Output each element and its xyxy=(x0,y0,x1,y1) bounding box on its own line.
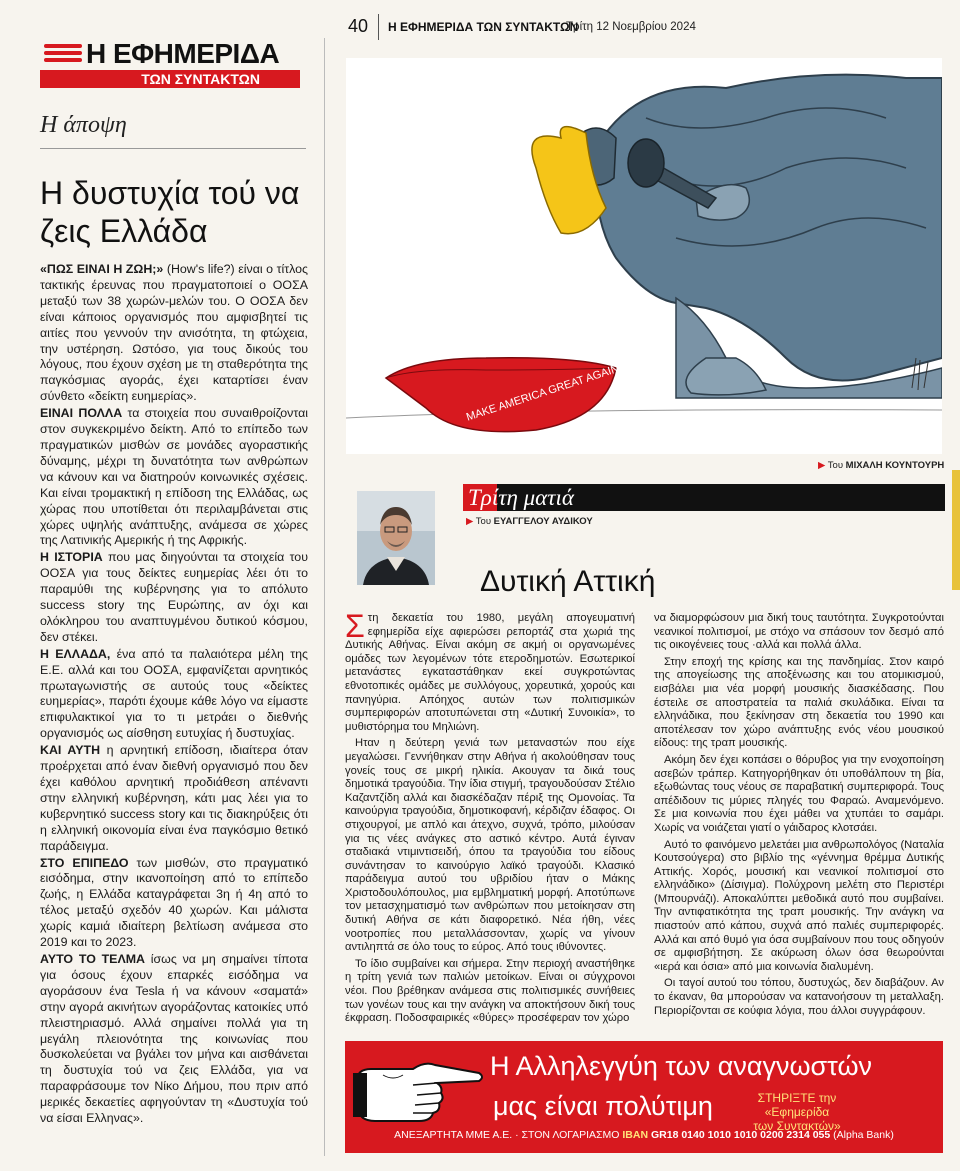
drop-cap: Σ xyxy=(345,608,365,644)
solidarity-ad-banner[interactable] xyxy=(345,1041,943,1153)
column-paragraph: Το ίδιο συμβαίνει και σήμερα. Στην περιοχή αναστήθηκε η τρίτη γενιά των παλιών μετοίκων. Είναι οι σύγχρονοι νέοι. Που βρέθηκαν ανάμεσα στις πολιτισμικές συνήθειες των γονέων τους και την ανάγκη να αποκτήσουν δική τους έκφραση. Ποδοσφαιρικές «θύρες» προσέφεραν τον χώρο xyxy=(345,957,635,1025)
column-paragraph: Οι ταγοί αυτού του τόπου, δυστυχώς, δεν διαβάζουν. Αν το έκαναν, θα μπορούσαν να κατανοήσουν τη μεταλλαξη. Περιορίζονται σε κούφια λόγια, που άλλοι συγγράφουν. xyxy=(654,977,944,1017)
column-paragraph: Αυτό το φαινόμενο μελετάει μια ανθρωπολόγος (Ναταλία Κουτσούγερα) στο βιβλίο της «γέννημα θρέμμα Δυτικής Αττικής. Χορός, μουσική και νεανικοί πολιτισμοί στο ελληνάδικο» (Δίσιγμα). Πολύχρονη μελέτη στο Περιστέρι (Μπουρνάζι). Αποκαλύπτει μεθοδικά αυτό που συμβαίνει. Την αντιφατικότητα της τραπ μουσικής. Την ανάγκη να πιαστούν από κάπου, συχνά από παλιές συμπεριφορές. Αλλά και από θυμό για όσα συμβαίνουν που τους οδηγούν σε αμφισβήτηση. Σε ακύρωση όλων όσα θεωρούνται «ιερά και όσια» από μια κοινωνία διαλυμένη. xyxy=(654,838,944,973)
masthead-subtitle: ΤΩΝ ΣΥΝΤΑΚΤΩΝ xyxy=(40,70,300,88)
editorial-paragraph: ΑΥΤΟ ΤΟ ΤΕΛΜΑ ίσως να μη σημαίνει τίποτα για όσους έχουν επαρκές εισόδημα να αγοράσουν ένα Tesla ή να κάνουν «σαματά» στην αγορά ακινήτων αγοράζοντας κατοικίες υπό πλειστηριασμό. Αλλά σημαίνει πολλά για τη μεγάλη πλειονότητα της κοινωνίας που δυσκολεύεται να βγάλει τον μήνα και αισθάνεται τη δυστυχία τού να ζεις Ελλάδα, για να παραφράσουμε τον Νίκο Δήμου, που πριν από μερικές δεκαετίες αφηγούνταν τη «Δυστυχία τού να είσαι Ελληνας». xyxy=(40,951,308,1126)
column-title: Τρίτη ματιά xyxy=(468,485,574,510)
editorial-paragraph: Η ΕΛΛΑΔΑ, ένα από τα παλαιότερα μέλη της Ε.Ε. αλλά και του ΟΟΣΑ, εμφανίζεται αρνητικός πρωταγωνιστής σε αυτούς τους «δείκτες ευημερίας», παρότι έχουμε κάθε λόγο να είμαστε επιφυλακτικοί για το τι μετράει ο διεθνής οργανισμός ως αίσθηση ευτυχίας ή δυστυχίας. xyxy=(40,646,308,741)
page-number: 40 xyxy=(348,16,369,36)
masthead-title: Η ΕΦΗΜΕΡΙΔΑ xyxy=(86,38,280,69)
column-paragraph: Ηταν η δεύτερη γενιά των μεταναστών που είχε μεγαλώσει. Γεννήθηκαν στην Αθήνα ή ακολούθησαν τους γονείς τους σε μικρή ηλικία. Ακουγαν τα δικά τους δημοτικά τραγούδια. Την ίδια στιγμή, τραγουδούσαν Στέλιο Καζαντζίδη αλλά και διασκέδαζαν πέριξ της Ομονοίας. Τα καινούργια τραγούδια, δημοτικοφανή, κέρδιζαν έδαφος. Οι στιχουργοί, με απλό και άτεχνο, συχνά, τρόπο, μιλούσαν για τις νέες ανάγκες στο αστικό κέντρο. Αυτά έγιναν σταδιακά ντιμιντισειδή, όπου τα τραγούδια του είδους συνάντησαν το καινούργιο λαϊκό τραγούδι. Κλασικό παράδειγμα αυτού του υβριδίου ήταν ο Μάκης Χριστοδουλόπουλος, μια εμβληματική μορφή. Αποτύπωνε τον μετασχηματισμό των ανθρώπων που μετοίκησαν στη δυτική Αθήνα σε κάτι διαφορετικό. Νέα ήθη, νέες νοοτροπίες που μεταλλάσσονταν, χωρίς να γίνουν αντιληπτά σε όλο τους το εύρος. Από τους ιθύνοντες. xyxy=(345,737,635,954)
editorial-paragraph: ΕΙΝΑΙ ΠΟΛΛΑ τα στοιχεία που συναιθροίζονται στον συγκεκριμένο δείκτη. Από το επίπεδο των πραγματικών μισθών σε μονάδες αγοραστικής δύναμης, μέχρι τη δυνατότητα των ανθρώπων να κάνουν και να διατηρούν κοινωνικές σχέσεις. Και είναι τρομακτική η επίδοση της Ελλάδας, ως χώρας που υποτίθεται ότι περιλαμβάνεται στις χώρες υψηλής ανάπτυξης, ανάμεσα σε χώρες της Λατινικής Αμερικής ή της Αφρικής. xyxy=(40,406,309,548)
editorial-paragraph: Η ΙΣΤΟΡΙΑ που μας διηγούνται τα στοιχεία του ΟΟΣΑ για τους δείκτες ευημερίας λέει ότι το παραμύθι της κυβέρνησης για το απόλυτο success story της Ευρώπης, αν όχι και ολόκληρου του αναπτυγμένου δυτικού κόσμου, δεν στέκει. xyxy=(40,550,308,644)
author-arrow-icon: ▶ xyxy=(466,516,474,527)
column-article-title: Δυτική Αττική xyxy=(480,565,656,598)
header-date: Τρίτη 12 Νοεμβρίου 2024 xyxy=(566,21,696,33)
page-edge-marker xyxy=(952,470,960,590)
ad-title: Η Αλληλεγγύη των αναγνωστών xyxy=(490,1051,873,1081)
editorial-body xyxy=(40,262,308,1128)
ad-call-to-action: ΣΤΗΡΙΞΤΕ την «Εφημερίδα των Συντακτών» xyxy=(753,1091,841,1133)
author-photo xyxy=(357,491,435,585)
editorial-paragraph: «ΠΩΣ ΕΙΝΑΙ Η ΖΩΗ;» (How's life?) είναι ο τίτλος τακτικής έρευνας που πραγματοποιεί ο ΟΟΣΑ μεταξύ των 38 χωρών-μελών του. Ο ΟΟΣΑ δεν είναι κάποιος οργανισμός που αμφισβητεί τις αιτίες που γεννούν την ανισότητα, τη φτώχεια, την υστέρηση. Ωστόσο, για τους δικούς του λόγους, που έχουν σχέση με τη σταθερότητα της παγκόσμιας αγοράς, έχει καταρτίσει έναν σύνθετο «δείκτη ευημερίας». xyxy=(40,262,308,404)
column-author: ▶ Του ΕΥΑΓΓΕΛΟΥ ΑΥΔΙΚΟΥ xyxy=(466,516,593,527)
column-paragraph: να διαμορφώσουν μια δική τους ταυτότητα. Συγκροτούνται νεανικοί πολιτισμοί, με στόχο να σπάσουν τον δεσμό από τις οικογένειες τους ·αλλά και πολλά άλλα. xyxy=(654,612,944,652)
header-divider xyxy=(378,14,379,40)
column-paragraph: Ακόμη δεν έχει κοπάσει ο θόρυβος για την ενοχοποίηση ασεβών τράπερ. Κατηγορήθηκαν ότι υποθάλπουν τη βία, εξωθώντας τους νέους σε παραβατική συμπεριφορά. Τους απέδιδουν τις μύριες πληγές του Φαραώ. Αναμενόμενο. Σε μια κοινωνία που έχει μάθει να χτυπάει το σαμάρι. Χωρίς να νοιάζεται γιατί ο γάιδαρος κλοτσάει. xyxy=(654,753,944,834)
editorial-paragraph: ΣΤΟ ΕΠΙΠΕΔΟ των μισθών, στο πραγματικό εισόδημα, στην ικανοποίηση από το επίπεδο ζωής, η Ελλάδα καταγράφεται 3η ή 4η από το τέλος μεταξύ σχεδόν 40 χωρών. Και μάλιστα χωρίς καμιά ιδιαίτερη βελτίωση ανάμεσα στο 2019 και το 2023. xyxy=(40,855,308,950)
ad-footer: ΑΝΕΞΑΡΤΗΤΑ ΜΜΕ Α.Ε. · ΣΤΟΝ ΛΟΓΑΡΙΑΣΜΟ IBAN GR18 0140 1010 1010 0200 2314 055 (Alpha Bank) xyxy=(394,1129,894,1141)
masthead-logo-icon xyxy=(44,44,82,66)
column-paragraph: Στη δεκαετία του 1980, μεγάλη απογευματινή εφημερίδα είχε αφιερώσει ρεπορτάζ στα χωριά της Δυτικής Αθήνας. Είναι ακόμη σε ακμή οι οργανωμένες ομάδες των λεγομένων τότε ετεροδημοτών. Εσωτερικοί μετανάστες εγκαταστάθηκαν εκεί συγκροτώντας εθνοτοπικές ομάδες με συλλόγους, χορευτικά, χορούς και πανηγύρια. Απόηχος αυτών των πολιτισμικών συμπεριφορών αποτυπώνεται στη «Δυτική Συνοικία», το μυθιστόρημα του Μηλιώνη. xyxy=(345,608,635,733)
editorial-paragraph: ΚΑΙ ΑΥΤΗ η αρνητική επίδοση, ιδιαίτερα όταν προέρχεται από έναν διεθνή οργανισμό που δεν έχει καθόλου αρνητική προδιάθεση απέναντι στην ελληνική κυβέρνηση, κάτι μας λέει για το κυβερνητικό success story και τις διακηρύξεις ότι η ελληνική οικονομία είναι ένα παγκόσμιο θετικό παράδειγμα. xyxy=(40,743,308,853)
column-body-left xyxy=(345,608,635,1029)
section-divider xyxy=(40,148,306,149)
cartoon-cap-text: MAKE AMERICA GREAT AGAIN xyxy=(464,362,621,424)
header-paper-name: Η ΕΦΗΜΕΡΙΔΑ ΤΩΝ ΣΥΝΤΑΚΤΩΝ xyxy=(388,20,579,34)
column-paragraph: Στην εποχή της κρίσης και της πανδημίας. Στον καιρό της απογείωσης της αποξένωσης και του ατομικισμού, εισβάλει μια νέα μορφή μουσικής διασκέδασης. Που έστειλε σε αποστρατεία τα παλιά σκυλάδικα. Είναι τα ελληνάδικα, που ξεκίνησαν στη δεκαετία του 1990 και αποτέλεσαν τον χώρο ανάπτυξης ενός νέου μουσικού είδους: της τραπ μουσικής. xyxy=(654,655,944,750)
ad-subtitle: μας είναι πολύτιμη xyxy=(493,1091,713,1121)
pointing-hand-icon xyxy=(353,1051,485,1125)
cartoon-illustration xyxy=(346,58,942,454)
section-label: Η άποψη xyxy=(40,112,127,138)
column-body-right xyxy=(654,612,944,1021)
caption-arrow-icon: ▶ xyxy=(818,460,826,471)
cartoon-caption: ▶ Του ΜΙΧΑΛΗ ΚΟΥΝΤΟΥΡΗ xyxy=(818,460,945,471)
editorial-headline: Η δυστυχία τού να ζεις Ελλάδα xyxy=(40,175,300,249)
column-divider xyxy=(324,38,325,1156)
